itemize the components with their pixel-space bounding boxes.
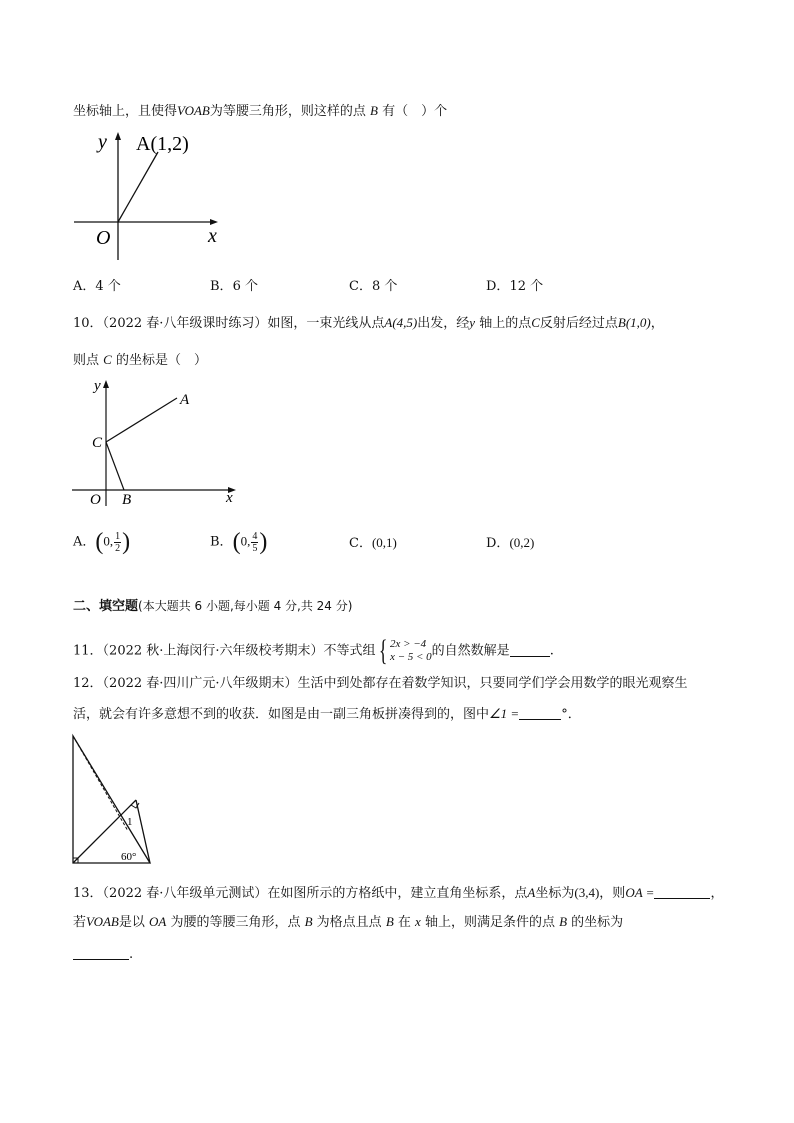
q10-axis-y: y: [469, 315, 476, 330]
q12-answer-blank[interactable]: [519, 705, 561, 720]
q9-option-c[interactable]: [349, 278, 397, 296]
q10-point-c-label: C: [92, 435, 103, 451]
q10-option-a-letter: A．: [73, 534, 96, 550]
q12-stem-line2: [73, 705, 581, 724]
q13-oa2: OA: [148, 914, 167, 929]
q11-end: .: [549, 643, 554, 659]
q13-coord: (3,4): [574, 885, 600, 900]
section-2-header: [73, 597, 352, 616]
q13-line1-b: 坐标为: [535, 886, 575, 901]
q13-line2-e: 在: [393, 915, 416, 930]
q10-option-c-text: (0,1): [371, 535, 397, 550]
q10-mid2: 轴上的点: [475, 316, 532, 331]
q10-option-a-zero: 0,: [103, 533, 114, 549]
q11-system-rows: [390, 638, 432, 664]
q11-stem: [73, 634, 554, 667]
q12-line1: 12．（2022 春·四川广元·八年级期末）生活中到处都存在着数学知识，只要同学们学会用数学的眼光观察生: [73, 676, 688, 691]
q13-oa-blank[interactable]: [654, 884, 710, 899]
q13-line2-a: 若: [73, 915, 87, 930]
q9-stem-b: 为等腰三角形，则这样的点: [209, 104, 370, 119]
q10-option-a-den: 2: [115, 542, 121, 554]
q10-line2-c: C: [103, 352, 112, 367]
q10-mid: 出发，经: [417, 316, 470, 331]
q10-ray-cb: [106, 442, 124, 490]
q10-option-b-zero: 0,: [240, 533, 251, 549]
q13-b1: B: [304, 914, 313, 929]
q9-option-a-text: 4 个: [95, 279, 121, 294]
q9-option-a[interactable]: [73, 278, 121, 296]
q9-stem-c: 有（ ）个: [377, 104, 448, 119]
q10-point-c: C: [531, 315, 540, 330]
q10-ray-ca: [106, 398, 177, 442]
q10-origin-label: O: [90, 492, 101, 508]
q9-option-b-text: 6 个: [232, 279, 258, 294]
q13-stem-line3: [73, 945, 133, 964]
q13-point-a: A: [527, 885, 536, 900]
q13-stem-line2: [73, 913, 623, 932]
q9-graph: [70, 128, 240, 268]
q9-option-d-letter: D．: [486, 279, 510, 294]
q10-option-a[interactable]: [73, 530, 130, 554]
q12-angle-1-label: 1: [127, 816, 133, 828]
q13-triangle: VOAB: [86, 914, 119, 929]
q13-line2-c: 为腰的等腰三角形，点: [166, 915, 305, 930]
q13-line3-end: .: [129, 947, 134, 962]
q10-line2-b: 的坐标是（ ）: [111, 353, 207, 368]
q12-angle: ∠1 =: [489, 706, 520, 721]
q12-line2-b: °．: [561, 707, 581, 722]
q13-line1-d: ，: [710, 886, 724, 901]
q13-line2-b: 是以: [118, 915, 149, 930]
q10-stem-line2: [73, 351, 207, 370]
q10-x-label: x: [226, 490, 233, 506]
q12-line2-a: 活，就会有许多意想不到的收获．如图是由一副三角板拼凑得到的，图中: [73, 707, 490, 722]
q10-option-b-num: 4: [252, 530, 258, 542]
q10-point-b-label: B: [122, 492, 132, 508]
q11-answer-blank[interactable]: [510, 642, 550, 657]
q11-row1: 2x > −4: [389, 638, 427, 650]
q10-option-a-rparen: ): [122, 529, 131, 555]
q10-mid3: 反射后经过点: [539, 316, 618, 331]
q11-row2: x − 5 < 0: [389, 651, 432, 663]
q12-figure: [70, 733, 160, 868]
q10-option-d-letter: D．: [486, 536, 510, 551]
q11-prefix: 11．（2022 秋·上海闵行·六年级校考期末）不等式组: [73, 643, 376, 659]
q10-graph: [70, 376, 250, 516]
q9-option-d-text: 12 个: [509, 279, 544, 294]
q9-option-a-letter: A．: [73, 279, 96, 294]
q10-option-b-rparen: ): [259, 529, 268, 555]
q9-option-b[interactable]: [210, 278, 258, 296]
q13-line1-a: 13．（2022 春·八年级单元测试）在如图所示的方格纸中，建立直角坐标系，点: [73, 886, 528, 901]
q9-stem-a: 坐标轴上，且使得: [73, 104, 178, 119]
q9-stem: [73, 102, 447, 121]
q10-option-b-lparen: (: [232, 529, 241, 555]
q10-option-b-fraction: [251, 531, 258, 554]
q13-stem-line1: [73, 884, 723, 903]
q13-line2-d: 为格点且点: [312, 915, 386, 930]
q13-line2-g: 的坐标为: [567, 915, 624, 930]
q13-x: x: [415, 914, 421, 929]
q10-stem-line1: [73, 314, 664, 333]
q13-b2: B: [385, 914, 394, 929]
section-2-title: 二、填空题: [73, 599, 139, 614]
q12-stem-line1: [73, 675, 688, 693]
q9-option-c-text: 8 个: [371, 279, 398, 294]
q13-oa: OA =: [625, 885, 655, 900]
q10-point-a-label: A: [180, 392, 190, 408]
q12-60-label: 60°: [121, 851, 137, 863]
q13-line2-f: 轴上，则满足条件的点: [420, 915, 560, 930]
q11-inequality-system: [376, 636, 432, 666]
q9-y-arrow: [115, 132, 121, 140]
q9-x-label: x: [208, 225, 217, 247]
q11-suffix: 的自然数解是: [431, 643, 510, 659]
section-2-note: (本大题共 6 小题,每小题 4 分,共 24 分): [138, 599, 353, 613]
q13-b-blank[interactable]: [73, 945, 129, 960]
q10-option-a-num: 1: [115, 530, 121, 542]
q10-option-d-text: (0,2): [509, 535, 535, 550]
q10-option-b-letter: B．: [210, 534, 233, 550]
q10-point-b: B(1,0): [617, 315, 651, 330]
q10-option-b[interactable]: [210, 530, 267, 554]
q10-end: ，: [650, 316, 664, 331]
q10-point-a: A(4,5): [384, 315, 418, 330]
q11-brace: {: [378, 634, 388, 667]
q10-prefix: 10．（2022 春·八年级课时练习）如图，一束光线从点: [73, 316, 385, 331]
q10-y-arrow: [103, 380, 109, 388]
q9-option-b-letter: B．: [210, 279, 233, 294]
q9-segment-oa: [118, 152, 158, 222]
q10-option-c-letter: C．: [349, 536, 372, 551]
q13-line1-c: ，则: [599, 886, 626, 901]
q10-option-a-fraction: [114, 531, 121, 554]
q13-b3: B: [559, 914, 568, 929]
q10-line2-a: 则点: [73, 353, 104, 368]
q9-triangle: VOAB: [177, 103, 210, 118]
q9-option-c-letter: C．: [349, 279, 372, 294]
q10-option-c[interactable]: [349, 534, 397, 553]
q9-origin-label: O: [96, 227, 111, 249]
q10-option-b-den: 5: [252, 542, 258, 554]
q9-y-label: y: [98, 131, 107, 153]
q10-option-d[interactable]: [486, 534, 534, 553]
q9-point-b: B: [369, 103, 378, 118]
q10-y-label: y: [94, 378, 101, 394]
q12-small-set-square-side: [136, 800, 150, 863]
q9-option-d[interactable]: [486, 278, 543, 296]
q9-point-a-label: A(1,2): [136, 133, 189, 155]
q10-option-a-lparen: (: [95, 529, 104, 555]
